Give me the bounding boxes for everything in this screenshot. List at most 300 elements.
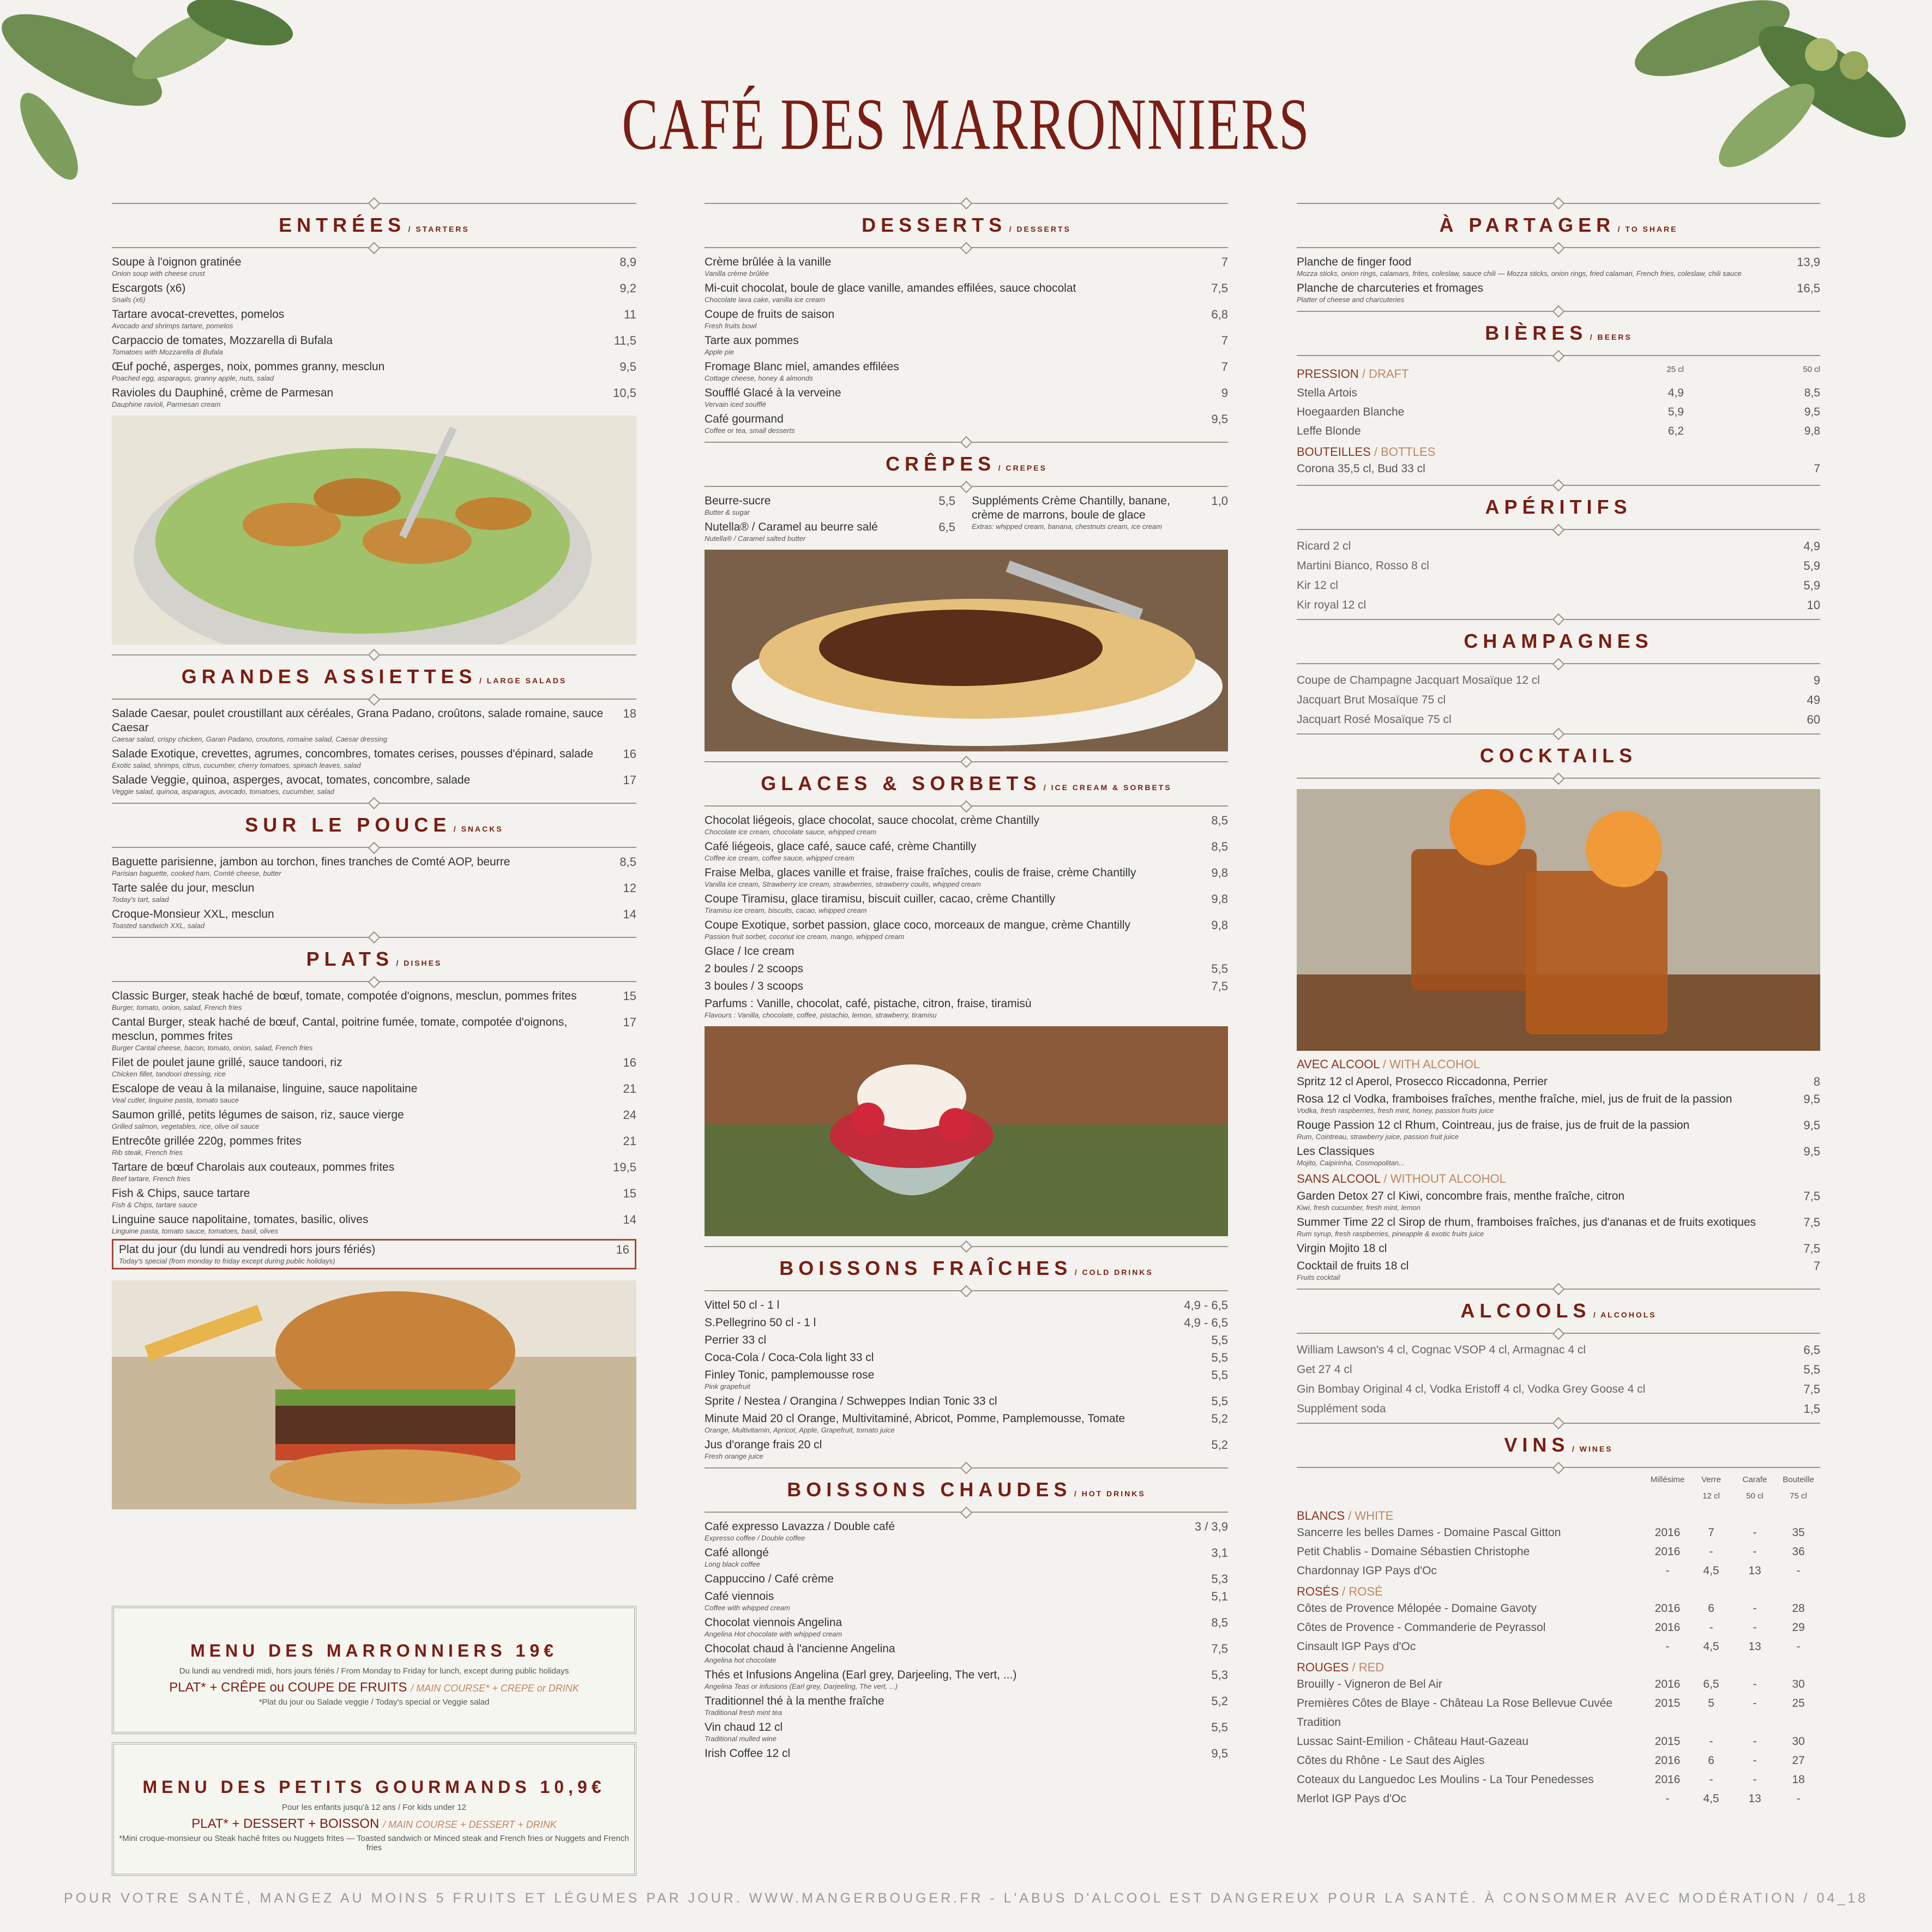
item-subtitle: Mozza sticks, onion rings, calamars, frites, coleslaw, sauce chili — Mozza sticks, onion rings, fried calamari, French fries, coleslaw, chili sauce: [1297, 269, 1742, 278]
item-price: 5,2: [1211, 1438, 1228, 1452]
wine-name: Cinsault IGP Pays d'Oc: [1297, 1640, 1416, 1653]
menu-item: [1297, 579, 1820, 593]
menu-item: [112, 707, 636, 744]
menu-item: [705, 892, 1228, 915]
wine-cell: -: [1753, 1621, 1757, 1634]
item-price: 19,5: [613, 1160, 636, 1174]
wine-name: Premières Côtes de Blaye - Château La Rose Bellevue Cuvée Tradition: [1297, 1697, 1612, 1729]
item-name: Café allongé: [705, 1546, 769, 1559]
beer-price-25: 6,2: [1668, 425, 1684, 437]
menu-item: [705, 1351, 1228, 1365]
item-subtitle: Poached egg, asparagus, granny apple, nuts, salad: [112, 374, 274, 382]
section-header-desserts: DESSERTS / DESSERTS: [705, 200, 1228, 252]
menu-item: [705, 962, 1228, 976]
item-price: 15: [623, 1187, 636, 1200]
item-subtitle: Orange, Multivitamin, Apricot, Apple, Grapefruit, tomato juice: [705, 1426, 895, 1434]
item-name: Get 27 4 cl: [1297, 1363, 1352, 1376]
item-name: Tarte salée du jour, mesclun: [112, 882, 255, 894]
item-name: Finley Tonic, pamplemousse rose: [705, 1369, 875, 1381]
wine-row: [1297, 1732, 1820, 1751]
item-name: Thés et Infusions Angelina (Earl grey, Darjeeling, The vert, ...): [705, 1669, 1017, 1681]
item-name: Coupe de fruits de saison: [705, 308, 835, 321]
wine-cell: -: [1753, 1526, 1757, 1539]
chaudes-list: [705, 1520, 1228, 1761]
item-price: 1,5: [1803, 1402, 1820, 1416]
wine-cell: 30: [1792, 1678, 1805, 1690]
menu-item: [1297, 559, 1820, 573]
item-subtitle: Tomatoes with Mozzarella di Bufala: [112, 348, 224, 356]
menu-item: [112, 1056, 636, 1079]
item-name: Rouge Passion 12 cl Rhum, Cointreau, jus de fraise, jus de fruit de la passion: [1297, 1119, 1690, 1131]
item-price: 8,5: [1211, 840, 1228, 853]
item-price: 7,5: [1803, 1382, 1820, 1396]
wine-cell: 2016: [1654, 1602, 1681, 1615]
wine-cell: -: [1753, 1678, 1757, 1690]
menu-item: [705, 1668, 1228, 1691]
wine-name: Sancerre les belles Dames - Domaine Pascal Gitton: [1297, 1526, 1561, 1539]
wine-row: [1297, 1523, 1820, 1542]
item-name: Fraise Melba, glaces vanille et fraise, fraise fraîches, coulis de fraise, crème Chantilly: [705, 866, 1136, 879]
item-price: 24: [623, 1108, 636, 1122]
item-subtitle: Traditional fresh mint tea: [705, 1708, 783, 1717]
wine-cell: -: [1753, 1602, 1757, 1615]
beer-price-25: 4,9: [1668, 387, 1684, 399]
wine-cell: 2015: [1654, 1697, 1681, 1710]
menu-item: [1297, 1092, 1820, 1115]
menu-item: [705, 1412, 1228, 1435]
wine-cell: -: [1709, 1735, 1713, 1748]
sundae-photo: [705, 1026, 1228, 1236]
wine-cell: 13: [1748, 1564, 1761, 1577]
crepes-photo: [705, 550, 1228, 751]
item-price: 7: [1221, 255, 1228, 269]
cocktails-sans-list: [1297, 1189, 1820, 1282]
item-subtitle: Fish & Chips, tartare sauce: [112, 1201, 197, 1209]
wine-row: [1297, 1770, 1820, 1789]
menu-item: [705, 1394, 1228, 1409]
menu-item: [705, 1572, 1228, 1586]
item-price: 5,3: [1211, 1668, 1228, 1682]
item-subtitle: Nutella® / Caramel salted butter: [705, 534, 806, 543]
menu-item: [705, 360, 1228, 383]
wine-cell: 27: [1792, 1754, 1805, 1767]
item-price: 13,9: [1797, 255, 1820, 269]
item-name: Jacquart Rosé Mosaïque 75 cl: [1297, 713, 1452, 726]
beer-row: [1297, 383, 1820, 402]
item-name: Garden Detox 27 cl Kiwi, concombre frais, menthe fraîche, citron: [1297, 1190, 1625, 1202]
item-price: 60: [1807, 713, 1820, 726]
wine-header-spacer: [1297, 1472, 1646, 1488]
section-header-champagnes: CHAMPAGNES: [1297, 616, 1820, 668]
item-name: Kir 12 cl: [1297, 579, 1338, 592]
item-price: 7,5: [1803, 1215, 1820, 1229]
wine-cell: -: [1753, 1697, 1757, 1710]
item-name: Gin Bombay Original 4 cl, Vodka Eristoff 4 cl, Vodka Grey Goose 4 cl: [1297, 1383, 1646, 1395]
item-subtitle: Chicken fillet, tandoori dressing, rice: [112, 1070, 226, 1078]
section-header-plats: PLATS / DISHES: [112, 934, 636, 986]
item-price: 49: [1807, 693, 1820, 707]
item-price: 7,5: [1211, 1642, 1228, 1656]
assiettes-list: [112, 707, 636, 796]
wine-cell: 13: [1748, 1640, 1761, 1653]
item-price: 11,5: [613, 334, 636, 347]
burger-photo: [112, 1280, 636, 1509]
item-name: Virgin Mojito 18 cl: [1297, 1242, 1387, 1255]
partager-list: [1297, 255, 1820, 304]
item-name: Entrecôte grillée 220g, pommes frites: [112, 1135, 302, 1147]
item-name: Chocolat chaud à l'ancienne Angelina: [705, 1642, 895, 1655]
item-price: 7: [1221, 360, 1228, 374]
item-subtitle: Veggie salad, quinoa, asparagus, avocado, tomatoes, cucumber, salad: [112, 787, 334, 796]
wine-header-cell: 12 cl: [1702, 1491, 1720, 1501]
menu-item: [705, 979, 1228, 994]
item-price: 15: [623, 989, 636, 1003]
item-price: 16: [623, 747, 636, 761]
item-price: 14: [623, 1213, 636, 1226]
item-price: 12: [623, 881, 636, 895]
item-price: 4,9 - 6,5: [1184, 1298, 1228, 1312]
item-name: Café liégeois, glace café, sauce café, crème Chantilly: [705, 840, 977, 853]
wine-cell: 2016: [1654, 1621, 1681, 1634]
menu-item: [1297, 1145, 1820, 1167]
menu-item: [1297, 598, 1820, 612]
item-name: Cantal Burger, steak haché de bœuf, Cantal, poitrine fumée, tomate, compotée d'oignons, mesclun, pommes frites: [112, 1016, 568, 1043]
item-price: 9,5: [619, 360, 636, 374]
item-price: 5,2: [1211, 1412, 1228, 1425]
item-price: 14: [623, 907, 636, 921]
item-price: 8,5: [1211, 814, 1228, 827]
menu-item: [705, 334, 1228, 357]
item-name: Minute Maid 20 cl Orange, Multivitaminé, Abricot, Pomme, Pamplemousse, Tomate: [705, 1412, 1126, 1425]
item-subtitle: Vanilla ice cream, Strawberry ice cream, strawberries, strawberry coulis, whipped cream: [705, 880, 981, 888]
menu-item: [112, 907, 636, 930]
bieres-header: PRESSION / DRAFT 25 cl 50 cl: [1297, 365, 1820, 381]
wine-cell: 5: [1708, 1697, 1714, 1710]
wine-name: Brouilly - Vigneron de Bel Air: [1297, 1678, 1442, 1690]
wine-row: [1297, 1542, 1820, 1561]
menu-item: [705, 386, 1228, 409]
item-price: 5,5: [1803, 1363, 1820, 1376]
item-price: 4,9: [1803, 539, 1820, 553]
wine-cell: -: [1753, 1773, 1757, 1786]
item-subtitle: Chocolate ice cream, chocolate sauce, whipped cream: [705, 828, 877, 836]
item-name: Filet de poulet jaune grillé, sauce tandoori, riz: [112, 1056, 342, 1069]
beer-price-25: 5,9: [1668, 406, 1684, 418]
wine-cell: 35: [1792, 1526, 1805, 1539]
wine-cell: -: [1753, 1735, 1757, 1748]
wine-category: [1297, 1585, 1820, 1599]
item-subtitle: Fresh fruits bowl: [705, 322, 757, 330]
menu-item: [1297, 1259, 1820, 1282]
wine-cell: -: [1796, 1564, 1801, 1577]
item-name: Summer Time 22 cl Sirop de rhum, framboises fraîches, jus d'ananas et de fruits exotiques: [1297, 1216, 1756, 1229]
wine-name: Lussac Saint-Emilion - Château Haut-Gazeau: [1297, 1735, 1528, 1748]
item-price: 9,5: [1211, 1747, 1228, 1760]
menu-item: [705, 412, 1228, 435]
item-subtitle: Vervain iced soufflé: [705, 400, 766, 408]
wine-cell: 6: [1708, 1602, 1714, 1615]
wine-category-fr: BLANCS: [1297, 1509, 1345, 1522]
item-subtitle: Linguine pasta, tomato sauce, tomatoes, basil, olives: [112, 1227, 278, 1235]
item-price: 5,1: [1211, 1590, 1228, 1603]
wine-cell: 4,5: [1703, 1640, 1719, 1653]
menu-item: [112, 386, 636, 409]
item-subtitle: Rum, Cointreau, strawberry juice, passion fruit juice: [1297, 1133, 1459, 1141]
beer-price-50: 8,5: [1804, 387, 1820, 399]
wine-category: [1297, 1660, 1820, 1675]
beer-price-50: 9,5: [1804, 406, 1820, 418]
item-name: Fish & Chips, sauce tartare: [112, 1187, 250, 1200]
item-price: 5,5: [1211, 1720, 1228, 1734]
menu-item: [705, 1333, 1228, 1347]
menu-item: [112, 1015, 636, 1052]
item-name: Supplément soda: [1297, 1403, 1386, 1415]
section-header-vins: VINS / WINES: [1297, 1419, 1820, 1472]
wine-cell: -: [1709, 1773, 1713, 1786]
menu-petits-gourmands-box: MENU DES PETITS GOURMANDS 10,9€ Pour les enfants jusqu'à 12 ans / For kids under 12 PLAT* + DESSERT + BOISSON / MAIN COURSE + DESSERT + DRINK *Mini croque-monsieur ou Steak haché frites ou Nuggets frites — Toasted sandwich or Minced steak and French fries or Nuggets and French fries: [112, 1742, 636, 1876]
beer-row: [1297, 422, 1820, 441]
wine-cell: 2016: [1654, 1545, 1681, 1558]
menu-item: [705, 997, 1228, 1020]
wine-category: [1297, 1509, 1820, 1523]
menu-item: [705, 1590, 1228, 1612]
item-name: Coupe Tiramisu, glace tiramisu, biscuit cuiller, cacao, crème Chantilly: [705, 893, 1056, 905]
menu-item: [1297, 1343, 1820, 1357]
item-subtitle: Burger Cantal cheese, bacon, tomato, onion, salad, French fries: [112, 1044, 313, 1052]
item-name: Café viennois: [705, 1590, 774, 1603]
wine-cell: 2015: [1654, 1735, 1681, 1748]
wine-cell: 6: [1708, 1754, 1714, 1767]
item-subtitle: Fruits cocktail: [1297, 1273, 1340, 1281]
menu-item: [1297, 693, 1820, 707]
item-name: Jus d'orange frais 20 cl: [705, 1439, 822, 1451]
menu-item: [1297, 1363, 1820, 1377]
item-subtitle: Onion soup with cheese crust: [112, 269, 205, 278]
wine-cell: 28: [1792, 1602, 1805, 1615]
menu-item: [705, 866, 1228, 889]
menu-item: [1297, 713, 1820, 727]
wine-cell: 25: [1792, 1697, 1805, 1710]
item-name: Ricard 2 cl: [1297, 540, 1351, 552]
item-price: 4,9 - 6,5: [1184, 1316, 1228, 1329]
item-name: William Lawson's 4 cl, Cognac VSOP 4 cl, Armagnac 4 cl: [1297, 1344, 1586, 1356]
item-price: 5,9: [1803, 559, 1820, 573]
menu-item: [112, 989, 636, 1012]
wine-cell: -: [1665, 1640, 1670, 1653]
champagnes-list: [1297, 673, 1820, 727]
menu-item: [705, 1520, 1228, 1543]
menu-item: [112, 1187, 636, 1209]
item-subtitle: Rum syrup, fresh raspberries, pineapple & exotic fruits juice: [1297, 1230, 1484, 1238]
item-price: 5,5: [938, 494, 955, 508]
item-name: Coupe Exotique, sorbet passion, glace coco, morceaux de mangue, crème Chantilly: [705, 919, 1130, 931]
wine-cell: -: [1753, 1545, 1757, 1558]
menu-item: [705, 1616, 1228, 1639]
cocktails-photo: [1297, 789, 1820, 1051]
menu-item: [1297, 539, 1820, 553]
item-price: 9,5: [1803, 1118, 1820, 1132]
wine-name: Côtes du Rhône - Le Saut des Aigles: [1297, 1754, 1485, 1767]
section-header-assiettes: GRANDES ASSIETTES / LARGE SALADS: [112, 651, 636, 703]
plat-du-jour-box: Plat du jour (du lundi au vendredi hors jours fériés) Today's special (from monday to friday except during public holidays) 16: [112, 1239, 636, 1269]
item-subtitle: Avocado and shrimps tartare, pomelos: [112, 322, 233, 330]
item-price: 9: [1813, 673, 1820, 687]
cocktails-avec-list: [1297, 1075, 1820, 1167]
wine-category-en: / WHITE: [1348, 1509, 1394, 1522]
item-name: Martini Bianco, Rosso 8 cl: [1297, 559, 1429, 572]
beer-price-50: 9,8: [1804, 425, 1820, 437]
wine-name: Côtes de Provence - Commanderie de Peyrassol: [1297, 1621, 1546, 1634]
item-name: Parfums : Vanille, chocolat, café, pistache, citron, fraise, tiramisù: [705, 997, 1032, 1010]
item-subtitle: Snails (x6): [112, 296, 146, 304]
plats-list: [112, 989, 636, 1236]
beer-name: Stella Artois: [1297, 387, 1357, 399]
menu-item: [1297, 1189, 1820, 1212]
item-subtitle: Tiramisu ice cream, biscuits, cacao, whipped cream: [705, 906, 867, 914]
menu-item: [705, 1316, 1228, 1330]
desserts-list: [705, 255, 1228, 435]
menu-item: [112, 281, 636, 304]
menu-item: [705, 308, 1228, 330]
item-price: 6,5: [1803, 1343, 1820, 1357]
item-name: Escargots (x6): [112, 282, 186, 294]
wine-cell: -: [1709, 1545, 1713, 1558]
item-subtitle: Pink grapefruit: [705, 1382, 750, 1391]
menu-item: [705, 1298, 1228, 1313]
item-subtitle: Angelina Hot chocolate with whipped cream: [705, 1630, 842, 1638]
item-name: Baguette parisienne, jambon au torchon, fines tranches de Comté AOP, beurre: [112, 856, 510, 868]
froides-list: [705, 1298, 1228, 1461]
sans-alcool-label: SANS ALCOOL / WITHOUT ALCOHOL: [1297, 1172, 1506, 1185]
menu-item: [705, 1694, 1228, 1717]
item-subtitle: Kiwi, fresh cucumber, fresh mint, lemon: [1297, 1203, 1421, 1212]
section-header-pouce: SUR LE POUCE / SNACKS: [112, 799, 636, 852]
item-name: Escalope de veau à la milanaise, linguine, sauce napolitaine: [112, 1082, 418, 1095]
item-subtitle: Parisian baguette, cooked ham, Comté cheese, butter: [112, 869, 281, 877]
menu-item: [705, 520, 955, 543]
item-price: 10,5: [613, 386, 636, 400]
wine-table: [1297, 1472, 1820, 1808]
item-price: 5,3: [1211, 1572, 1228, 1586]
menu-item: [112, 747, 636, 770]
menu-item: [1297, 1215, 1820, 1238]
page-title: CAFÉ DES MARRONNIERS: [622, 83, 1310, 165]
item-name: 2 boules / 2 scoops: [705, 962, 803, 975]
wine-header: [1297, 1472, 1820, 1488]
item-price: 8: [1813, 1075, 1820, 1088]
item-price: 7,5: [1211, 281, 1228, 295]
item-price: 8,5: [1211, 1616, 1228, 1629]
menu-item: [112, 1213, 636, 1236]
item-name: Ravioles du Dauphiné, crème de Parmesan: [112, 387, 334, 399]
menu-item: [705, 1642, 1228, 1665]
item-subtitle: Rib steak, French fries: [112, 1148, 183, 1157]
item-name: Coca-Cola / Coca-Cola light 33 cl: [705, 1351, 874, 1364]
menu-item: [705, 918, 1228, 941]
item-name: Glace / Ice cream: [705, 945, 795, 958]
wine-name: Chardonnay IGP Pays d'Oc: [1297, 1564, 1437, 1577]
wine-cell: 30: [1792, 1735, 1805, 1748]
avec-alcool-label: AVEC ALCOOL / WITH ALCOHOL: [1297, 1057, 1480, 1071]
item-name: Salade Veggie, quinoa, asperges, avocat, tomates, concombre, salade: [112, 774, 471, 786]
item-name: Perrier 33 cl: [705, 1334, 767, 1346]
wine-header-cell: Verre: [1701, 1475, 1721, 1484]
item-name: Vittel 50 cl - 1 l: [705, 1299, 780, 1311]
item-price: 21: [623, 1134, 636, 1148]
item-price: 11: [624, 308, 636, 321]
aperitifs-list: [1297, 539, 1820, 612]
wine-name: Merlot IGP Pays d'Oc: [1297, 1792, 1406, 1805]
item-name: Chocolat viennois Angelina: [705, 1616, 842, 1629]
caesar-salad-photo: [112, 416, 636, 645]
wine-cell: 2016: [1654, 1526, 1681, 1539]
item-subtitle: Grilled salmon, vegetables, rice, olive oil sauce: [112, 1122, 260, 1130]
item-price: 21: [623, 1082, 636, 1096]
item-name: Croque-Monsieur XXL, mesclun: [112, 908, 274, 920]
item-subtitle: Traditional mulled wine: [705, 1735, 777, 1743]
item-price: 9,8: [1211, 918, 1228, 932]
item-price: 7,5: [1803, 1242, 1820, 1255]
wine-row: [1297, 1675, 1820, 1694]
item-name: Linguine sauce napolitaine, tomates, basilic, olives: [112, 1213, 369, 1226]
item-name: Saumon grillé, petits légumes de saison, riz, sauce vierge: [112, 1109, 404, 1121]
entrees-list: [112, 255, 636, 409]
wine-category-en: / RED: [1352, 1660, 1385, 1674]
section-header-bieres: BIÈRES / BEERS: [1297, 308, 1820, 360]
item-price: 9,5: [1803, 1145, 1820, 1158]
section-header-froides: BOISSONS FRAÎCHES / COLD DRINKS: [705, 1243, 1228, 1295]
menu-item: [112, 1082, 636, 1105]
wine-cell: 7: [1708, 1526, 1714, 1539]
item-name: Cocktail de fruits 18 cl: [1297, 1260, 1409, 1272]
wine-row: [1297, 1694, 1820, 1732]
menu-item: [112, 855, 636, 878]
menu-item: [112, 255, 636, 278]
wine-row: [1297, 1789, 1820, 1808]
menu-item: [112, 1160, 636, 1183]
menu-item: [112, 1108, 636, 1131]
menu-item: [705, 255, 1228, 278]
wine-cell: -: [1753, 1754, 1757, 1767]
item-name: Irish Coffee 12 cl: [705, 1747, 791, 1760]
item-subtitle: Butter & sugar: [705, 508, 750, 516]
item-name: Soufflé Glacé à la verveine: [705, 387, 841, 399]
item-subtitle: Caesar salad, crispy chicken, Garan Padano, croutons, romaine salad, Caesar dressing: [112, 735, 388, 743]
wine-header-cell: [1646, 1488, 1689, 1504]
section-header-entrees: ENTRÉES / STARTERS: [112, 200, 636, 252]
wine-header-cell: Carafe: [1742, 1475, 1767, 1484]
item-name: Classic Burger, steak haché de bœuf, tomate, compotée d'oignons, mesclun, pommes frites: [112, 990, 577, 1002]
menu-item: [705, 1546, 1228, 1569]
item-subtitle: Coffee ice cream, coffee sauce, whipped cream: [705, 854, 854, 862]
item-name: Mi-cuit chocolat, boule de glace vanille, amandes effilées, sauce chocolat: [705, 282, 1076, 294]
section-header-crepes: CRÊPES / CREPES: [705, 438, 1228, 491]
item-name: Café gourmand: [705, 413, 784, 425]
item-price: 17: [623, 773, 636, 787]
wine-cell: -: [1709, 1621, 1713, 1634]
corona-row: Corona 35,5 cl, Bud 33 cl 7: [1297, 462, 1820, 475]
menu-item: [112, 308, 636, 330]
menu-item: [705, 814, 1228, 836]
menu-item: [1297, 1382, 1820, 1397]
item-price: 5,5: [1211, 1368, 1228, 1382]
item-subtitle: Fresh orange juice: [705, 1452, 763, 1460]
item-name: Spritz 12 cl Aperol, Prosecco Riccadonna, Perrier: [1297, 1075, 1548, 1088]
bouteilles-label: BOUTEILLES / BOTTLES: [1297, 445, 1436, 459]
menu-item: [705, 1720, 1228, 1743]
wine-row: [1297, 1637, 1820, 1656]
glaces-list: [705, 814, 1228, 1020]
